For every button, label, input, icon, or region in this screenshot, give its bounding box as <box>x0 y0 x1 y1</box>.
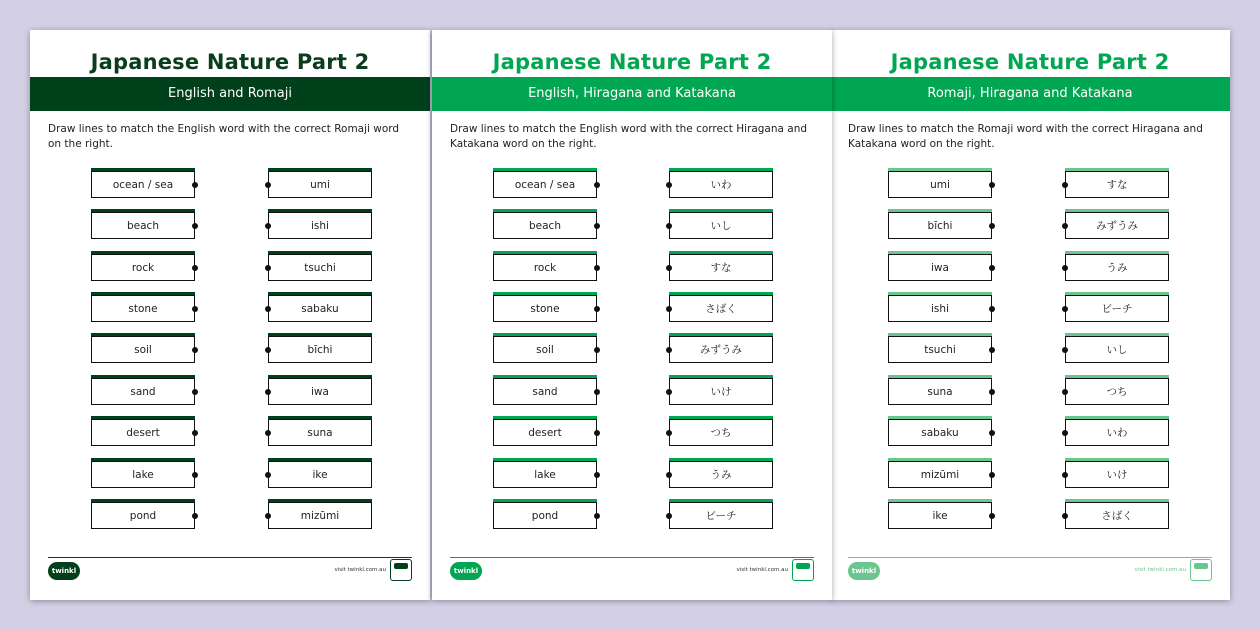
match-dot-icon[interactable] <box>265 430 271 436</box>
left-word-box[interactable] <box>888 171 992 198</box>
match-dot-icon[interactable] <box>989 223 995 229</box>
word-label: mizūmi <box>920 468 960 481</box>
match-dot-icon[interactable] <box>192 430 198 436</box>
left-word-box[interactable] <box>493 378 597 405</box>
match-dot-icon[interactable] <box>666 182 672 188</box>
match-dot-icon[interactable] <box>666 223 672 229</box>
left-word-box[interactable] <box>888 419 992 446</box>
match-dot-icon[interactable] <box>265 306 271 312</box>
word-label: mizūmi <box>300 509 340 522</box>
left-word-box[interactable] <box>888 378 992 405</box>
right-word-box[interactable] <box>1065 171 1169 198</box>
word-label: iwa <box>931 261 949 274</box>
word-label: suna <box>307 426 333 439</box>
right-word-box[interactable] <box>669 378 773 405</box>
word-label: rock <box>533 261 557 274</box>
match-dot-icon[interactable] <box>192 513 198 519</box>
left-word-box[interactable] <box>91 378 195 405</box>
twinkl-logo: twinkl <box>848 562 880 580</box>
word-label: lake <box>132 468 154 481</box>
left-word-box[interactable] <box>493 212 597 239</box>
left-word-box[interactable] <box>493 171 597 198</box>
left-word-box[interactable] <box>493 254 597 281</box>
left-word-box[interactable] <box>91 254 195 281</box>
match-dot-icon[interactable] <box>192 182 198 188</box>
word-label: いわ <box>1106 427 1128 439</box>
worksheet-subtitle-banner: English and Romaji <box>30 77 430 111</box>
word-label: さばく <box>1101 510 1133 522</box>
left-word-box[interactable] <box>91 461 195 488</box>
match-dot-icon[interactable] <box>594 265 600 271</box>
match-dot-icon[interactable] <box>192 223 198 229</box>
quality-badge-icon <box>390 559 412 581</box>
word-label: tsuchi <box>304 261 336 274</box>
right-word-box[interactable] <box>268 378 372 405</box>
left-word-box[interactable] <box>493 502 597 529</box>
right-word-box[interactable] <box>669 212 773 239</box>
match-dot-icon[interactable] <box>989 430 995 436</box>
match-dot-icon[interactable] <box>666 389 672 395</box>
word-label: desert <box>126 426 160 439</box>
word-label: いし <box>1106 344 1128 356</box>
twinkl-logo: twinkl <box>450 562 482 580</box>
match-dot-icon[interactable] <box>666 265 672 271</box>
match-dot-icon[interactable] <box>265 223 271 229</box>
right-word-box[interactable] <box>268 461 372 488</box>
word-label: ishi <box>931 302 949 315</box>
word-label: suna <box>927 385 953 398</box>
match-dot-icon[interactable] <box>594 223 600 229</box>
right-word-box[interactable] <box>1065 336 1169 363</box>
word-label: すな <box>710 262 732 274</box>
word-label: soil <box>134 343 152 356</box>
word-label: みずうみ <box>1096 220 1138 232</box>
right-word-box[interactable] <box>669 254 773 281</box>
match-dot-icon[interactable] <box>666 513 672 519</box>
word-label: つち <box>710 427 732 439</box>
match-dot-icon[interactable] <box>1062 389 1068 395</box>
footer-site-link[interactable]: visit twinkl.com.au <box>736 567 788 573</box>
left-word-box[interactable] <box>493 419 597 446</box>
match-dot-icon[interactable] <box>666 347 672 353</box>
left-word-box[interactable] <box>888 254 992 281</box>
word-label: ビーチ <box>1101 303 1133 315</box>
match-dot-icon[interactable] <box>594 513 600 519</box>
match-dot-icon[interactable] <box>989 472 995 478</box>
word-label: sand <box>130 385 156 398</box>
word-label: sabaku <box>301 302 339 315</box>
match-dot-icon[interactable] <box>192 347 198 353</box>
left-word-box[interactable] <box>91 502 195 529</box>
match-dot-icon[interactable] <box>1062 347 1068 353</box>
twinkl-logo: twinkl <box>48 562 80 580</box>
match-dot-icon[interactable] <box>1062 430 1068 436</box>
match-dot-icon[interactable] <box>265 347 271 353</box>
worksheet-romaji-kana <box>830 30 1230 600</box>
word-label: umi <box>930 178 950 191</box>
left-word-box[interactable] <box>91 336 195 363</box>
match-dot-icon[interactable] <box>989 265 995 271</box>
right-word-box[interactable] <box>669 419 773 446</box>
word-label: つち <box>1106 386 1128 398</box>
left-word-box[interactable] <box>91 419 195 446</box>
word-label: pond <box>129 509 157 522</box>
word-label: bīchi <box>927 219 953 232</box>
right-word-box[interactable] <box>268 171 372 198</box>
footer-divider <box>848 557 1212 558</box>
word-label: sabaku <box>921 426 959 439</box>
match-dot-icon[interactable] <box>1062 306 1068 312</box>
word-label: tsuchi <box>924 343 956 356</box>
match-dot-icon[interactable] <box>594 347 600 353</box>
word-label: ocean / sea <box>112 178 174 191</box>
word-label: さばく <box>705 303 737 315</box>
word-label: ike <box>312 468 328 481</box>
word-label: いわ <box>710 179 732 191</box>
match-dot-icon[interactable] <box>989 513 995 519</box>
footer-divider <box>450 557 814 558</box>
match-dot-icon[interactable] <box>192 265 198 271</box>
match-dot-icon[interactable] <box>666 430 672 436</box>
worksheet-english-romaji <box>30 30 430 600</box>
match-dot-icon[interactable] <box>594 389 600 395</box>
right-word-box[interactable] <box>1065 378 1169 405</box>
right-word-box[interactable] <box>669 461 773 488</box>
left-word-box[interactable] <box>493 461 597 488</box>
match-dot-icon[interactable] <box>192 389 198 395</box>
right-word-box[interactable] <box>1065 502 1169 529</box>
right-word-box[interactable] <box>669 171 773 198</box>
word-label: いし <box>710 220 732 232</box>
worksheet-english-kana <box>432 30 832 600</box>
match-dot-icon[interactable] <box>1062 513 1068 519</box>
worksheet-instructions: Draw lines to match the English word with the correct Romaji word on the right. <box>48 123 400 150</box>
right-word-box[interactable] <box>669 336 773 363</box>
match-dot-icon[interactable] <box>594 306 600 312</box>
word-label: pond <box>531 509 559 522</box>
left-word-box[interactable] <box>493 336 597 363</box>
left-word-box[interactable] <box>91 295 195 322</box>
word-label: umi <box>310 178 330 191</box>
word-label: lake <box>534 468 556 481</box>
word-label: ike <box>932 509 948 522</box>
quality-badge-icon <box>792 559 814 581</box>
left-word-box[interactable] <box>888 212 992 239</box>
match-dot-icon[interactable] <box>265 265 271 271</box>
word-label: いけ <box>710 386 732 398</box>
worksheet-subtitle-banner: Romaji, Hiragana and Katakana <box>830 77 1230 111</box>
match-dot-icon[interactable] <box>265 182 271 188</box>
left-word-box[interactable] <box>888 336 992 363</box>
right-word-box[interactable] <box>1065 254 1169 281</box>
match-dot-icon[interactable] <box>594 182 600 188</box>
right-word-box[interactable] <box>1065 419 1169 446</box>
worksheet-subtitle-banner: English, Hiragana and Katakana <box>432 77 832 111</box>
word-label: みずうみ <box>700 344 742 356</box>
word-label: ビーチ <box>705 510 737 522</box>
worksheet-instructions: Draw lines to match the English word with the correct Hiragana and Katakana word on the right. <box>450 123 808 150</box>
worksheet-title: Japanese Nature Part 2 <box>890 50 1170 74</box>
word-label: iwa <box>311 385 329 398</box>
worksheet-instructions: Draw lines to match the Romaji word with the correct Hiragana and Katakana word on the right. <box>848 123 1203 150</box>
right-word-box[interactable] <box>268 419 372 446</box>
word-label: rock <box>131 261 155 274</box>
word-label: stone <box>530 302 560 315</box>
right-word-box[interactable] <box>1065 461 1169 488</box>
word-label: stone <box>128 302 158 315</box>
footer-site-link[interactable]: visit twinkl.com.au <box>334 567 386 573</box>
left-word-box[interactable] <box>91 212 195 239</box>
match-dot-icon[interactable] <box>1062 182 1068 188</box>
right-word-box[interactable] <box>268 295 372 322</box>
word-label: sand <box>532 385 558 398</box>
match-dot-icon[interactable] <box>666 306 672 312</box>
quality-badge-icon <box>1190 559 1212 581</box>
word-label: すな <box>1106 179 1128 191</box>
match-dot-icon[interactable] <box>265 513 271 519</box>
match-dot-icon[interactable] <box>594 472 600 478</box>
word-label: beach <box>529 219 561 232</box>
match-dot-icon[interactable] <box>666 472 672 478</box>
left-word-box[interactable] <box>888 502 992 529</box>
match-dot-icon[interactable] <box>1062 472 1068 478</box>
right-word-box[interactable] <box>268 212 372 239</box>
word-label: うみ <box>710 469 732 481</box>
right-word-box[interactable] <box>268 254 372 281</box>
match-dot-icon[interactable] <box>192 472 198 478</box>
match-dot-icon[interactable] <box>989 306 995 312</box>
right-word-box[interactable] <box>1065 212 1169 239</box>
word-label: いけ <box>1106 469 1128 481</box>
left-word-box[interactable] <box>888 295 992 322</box>
match-dot-icon[interactable] <box>1062 223 1068 229</box>
left-word-box[interactable] <box>888 461 992 488</box>
right-word-box[interactable] <box>669 502 773 529</box>
worksheet-title: Japanese Nature Part 2 <box>492 50 772 74</box>
left-word-box[interactable] <box>91 171 195 198</box>
match-dot-icon[interactable] <box>265 472 271 478</box>
match-dot-icon[interactable] <box>989 389 995 395</box>
match-dot-icon[interactable] <box>1062 265 1068 271</box>
word-label: ocean / sea <box>514 178 576 191</box>
worksheet-title: Japanese Nature Part 2 <box>90 50 370 74</box>
word-label: soil <box>536 343 554 356</box>
word-label: うみ <box>1106 262 1128 274</box>
right-word-box[interactable] <box>268 502 372 529</box>
footer-site-link[interactable]: visit twinkl.com.au <box>1134 567 1186 573</box>
right-word-box[interactable] <box>268 336 372 363</box>
match-dot-icon[interactable] <box>594 430 600 436</box>
right-word-box[interactable] <box>669 295 773 322</box>
word-label: beach <box>127 219 159 232</box>
match-dot-icon[interactable] <box>265 389 271 395</box>
left-word-box[interactable] <box>493 295 597 322</box>
footer-divider <box>48 557 412 558</box>
match-dot-icon[interactable] <box>192 306 198 312</box>
word-label: desert <box>528 426 562 439</box>
right-word-box[interactable] <box>1065 295 1169 322</box>
word-label: ishi <box>311 219 329 232</box>
match-dot-icon[interactable] <box>989 347 995 353</box>
word-label: bīchi <box>307 343 333 356</box>
match-dot-icon[interactable] <box>989 182 995 188</box>
